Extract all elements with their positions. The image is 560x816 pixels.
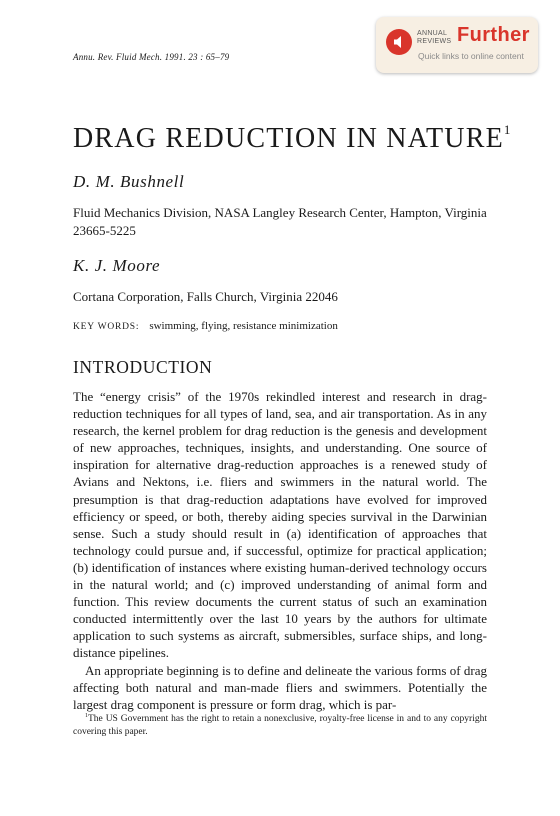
keywords-text: swimming, flying, resistance minimization [149,320,338,332]
author-1-affiliation: Fluid Mechanics Division, NASA Langley Research Center, Hampton, Virginia 23665-5225 [73,205,487,238]
keywords-line [73,320,338,332]
annual-reviews-logo-text: ANNUAL REVIEWS [417,30,452,45]
article-title [73,122,510,155]
footnote [73,710,487,739]
title-footnote-mark: 1 [503,122,511,137]
article-body [73,388,487,713]
footnote-text: The US Government has the right to retain a nonexclusive, royalty-free license in and to any copyright covering this paper. [73,714,487,738]
author-2-name: K. J. Moore [73,256,161,275]
author-1-name: D. M. Bushnell [73,172,185,191]
journal-reference: Annu. Rev. Fluid Mech. 1991. 23 : 65–79 [73,52,230,62]
footnote-mark: 1 [85,713,88,719]
author-2-affiliation: Cortana Corporation, Falls Church, Virginia 22046 [73,289,338,304]
keywords-label: KEY WORDS: [73,322,140,332]
further-label: Further [457,24,530,46]
speaker-icon [386,29,412,55]
body-paragraph-2: An appropriate beginning is to define and delineate the various forms of drag affecting both natural and man-made fliers and swimmers. Potentially the largest drag component is pressure or form drag, which is par- [73,662,487,712]
section-heading: INTRODUCTION [73,357,213,377]
article-title-text: DRAG REDUCTION IN NATURE [73,123,504,154]
body-paragraph-1: The “energy crisis” of the 1970s rekindled interest and research in drag-reduction techniques for all types of land, sea, and air transportation. As in any research, the kernel problem for drag reduction is the genesis and development of new approaches, techniques, insights, and understanding. One source of inspiration for alternative drag-reduction approaches is a renewed study of Avians and Nektons, i.e. fliers and swimmers in the natural world. The presumption is that drag-reduction adaptations have evolved for improved efficiency or speed, or both, thereby aiding species survival in the Darwinian sense. Such a study should result in (a) identification of approaches that technology could pursue and, if successful, optimize for practical application; (b) identification of instances where existing human-derived technology occurs in the natural world; and (c) improved understanding of animal form and function. This review documents the current status of such an examination conducted intermittently over the last 10 years by the authors for ultimate application to such systems as aircraft, submersibles, surface ships, and long-distance pipelines. [73,389,487,661]
quick-links-text: Quick links to online content [418,51,524,61]
further-annual-reviews-badge[interactable] [376,17,538,73]
